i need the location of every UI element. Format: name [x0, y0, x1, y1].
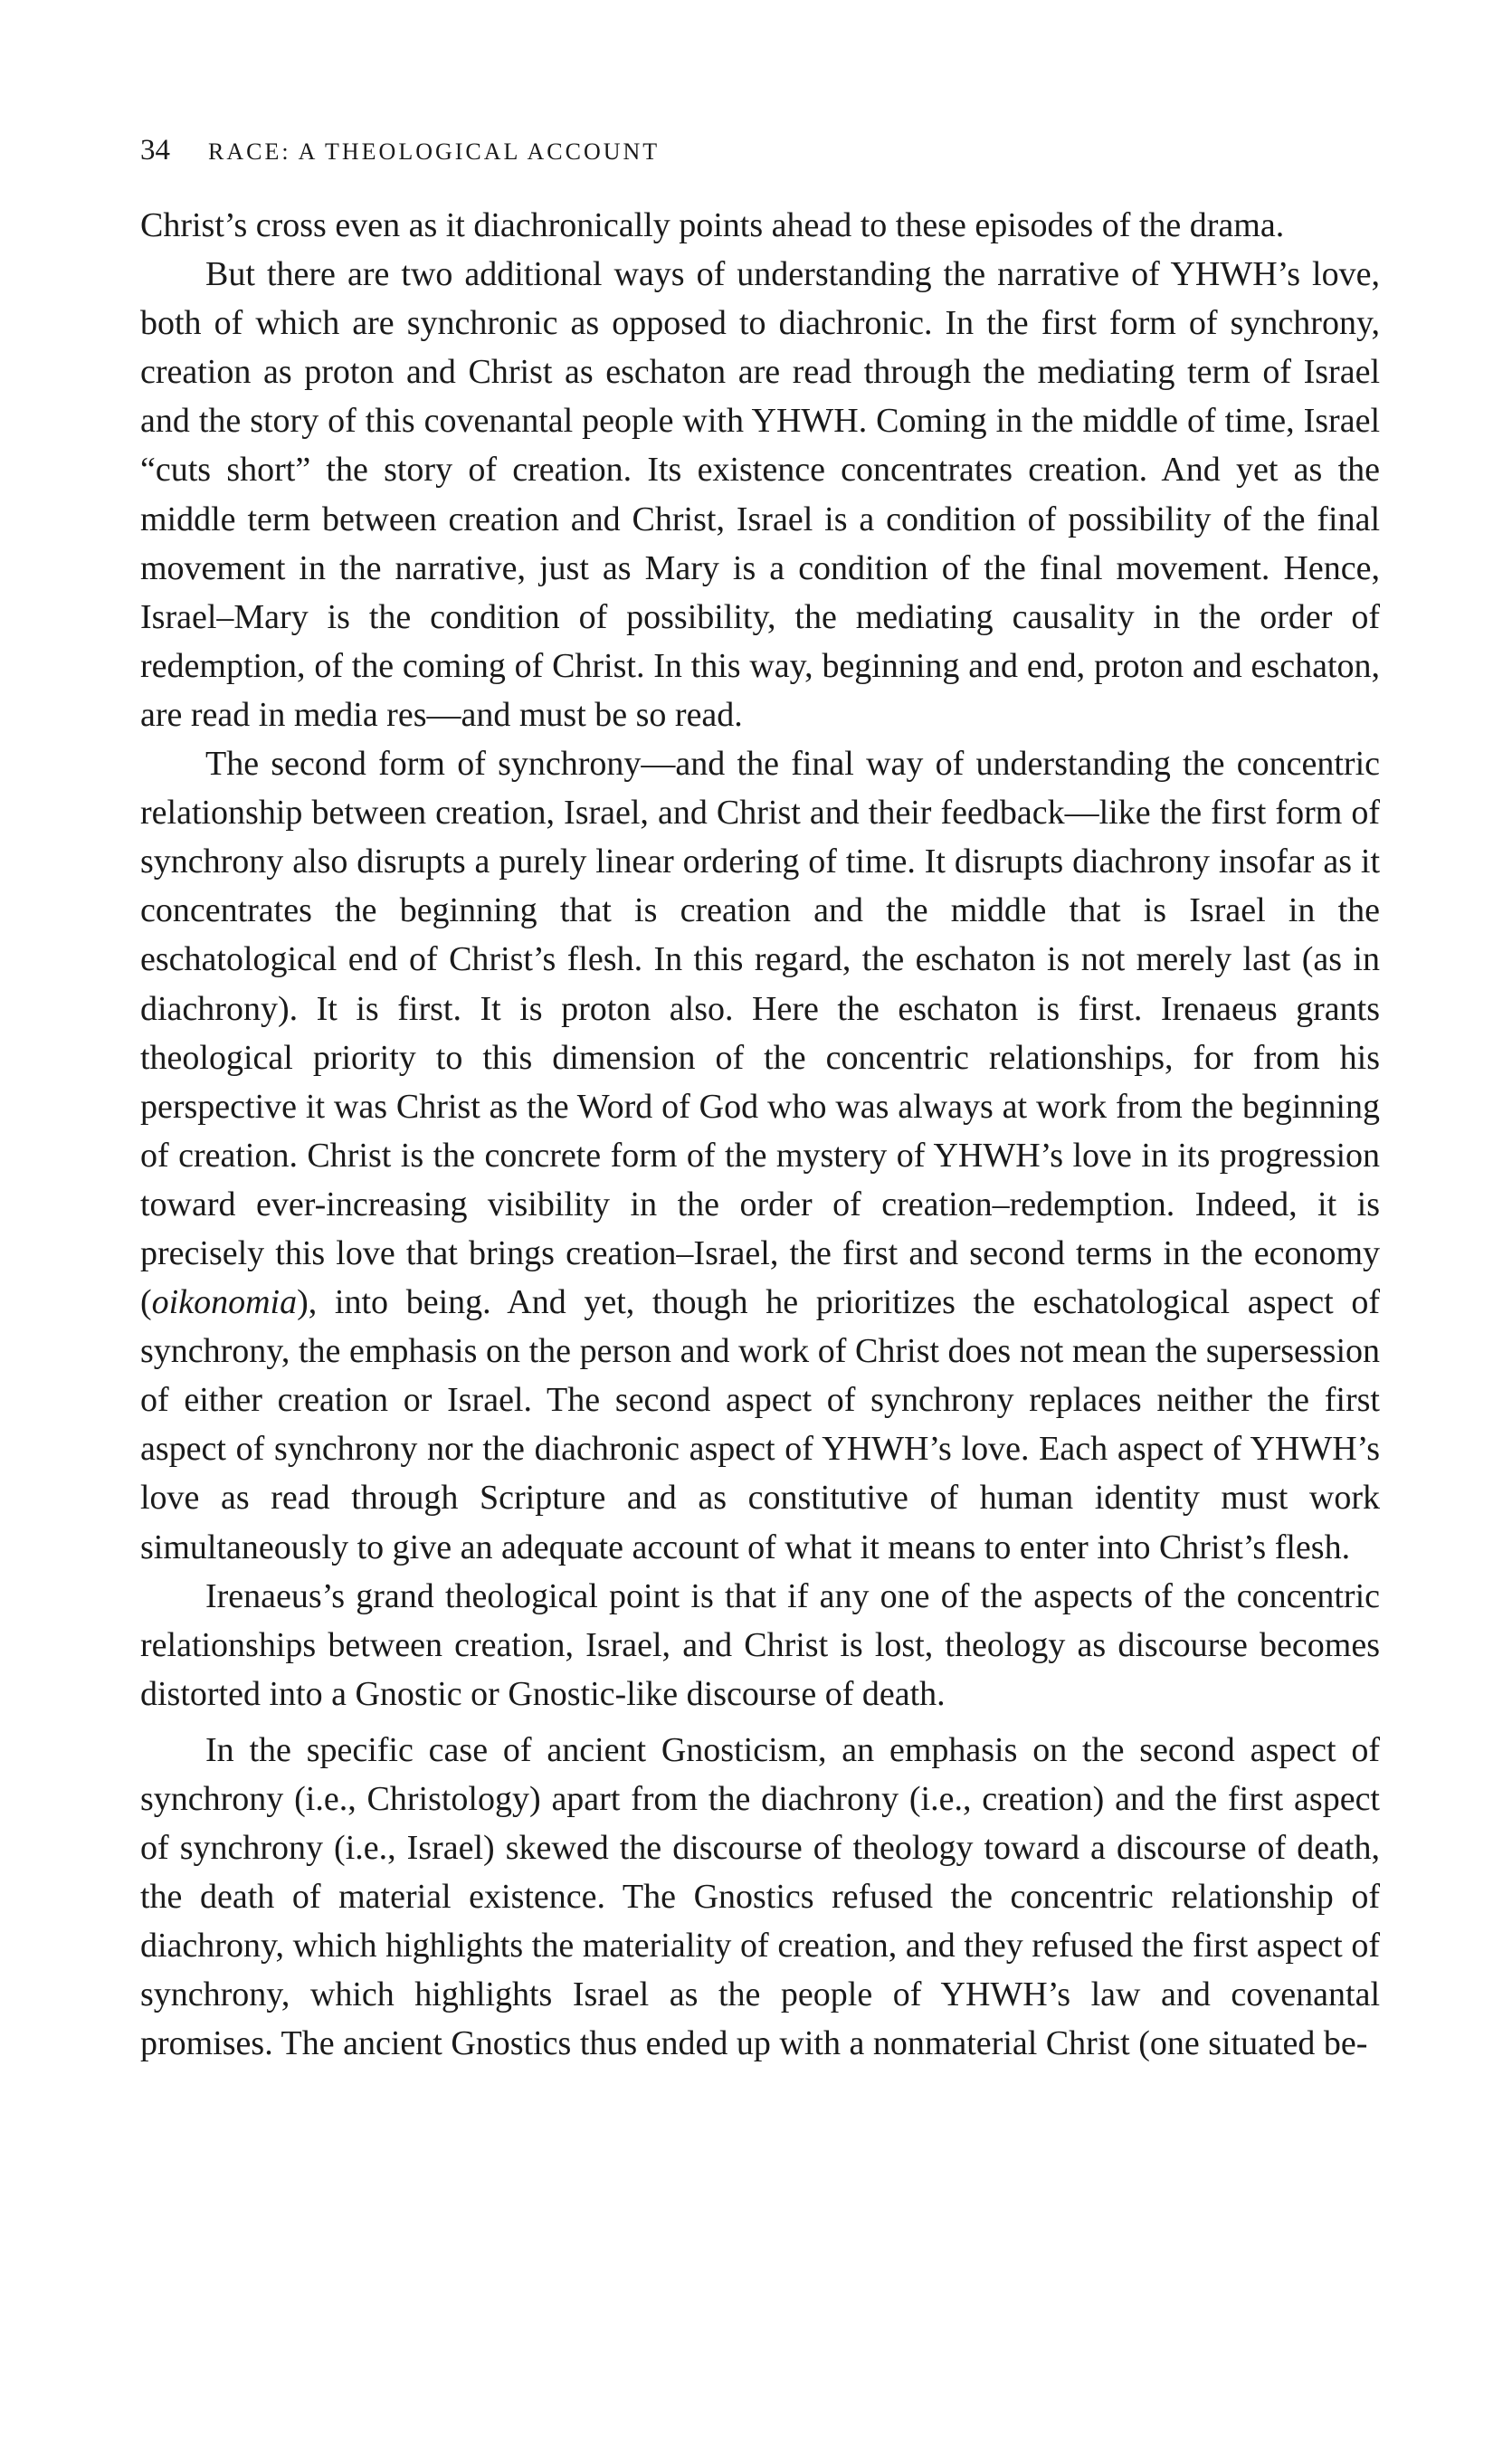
paragraph-3: [140, 739, 1380, 1572]
running-header: [140, 134, 1380, 176]
paragraph-text: The second form of synchrony—and the final way of understanding the concentric relationship between creation, Israel, and Christ and their feedback—like the first form of synchrony also disrupts a purely linear ordering of time. It disrupts diachrony insofar as it concentrates the beginning that is creation and the middle that is Israel in the eschatological end of Christ’s flesh. In this regard, the eschaton is not merely last (as in diachrony). It is first. It is proton also. Here the eschaton is first. Irenaeus grants theological priority to this dimension of the concentric relationships, for from his perspective it was Christ as the Word of God who was always at work from the beginning of creation. Christ is the concrete form of the mystery of YHWH’s love in its progression toward ever-increasing visibility in the order of creation–redemption. Indeed, it is precisely this love that brings creation–Israel, the first and second terms in the economy (: [140, 745, 1380, 1322]
paragraph-text: ), into being. And yet, though he prioritizes the eschatological aspect of synchrony, the emphasis on the person and work of Christ does not mean the supersession of either creation or Israel. The second aspect of synchrony replaces neither the first aspect of synchrony nor the diachronic aspect of YHWH’s love. Each aspect of YHWH’s love as read through Scripture and as constitutive of human identity must work simultaneously to give an adequate account of what it means to enter into Christ’s flesh.: [140, 1283, 1380, 1566]
paragraph-5: [140, 1726, 1380, 2069]
paragraph-2: [140, 250, 1380, 739]
body-text: [140, 201, 1380, 2069]
paragraph-text: In the specific case of ancient Gnosticism, an emphasis on the second aspect of synchrony (i.e., Christology) apart from the diachrony (i.e., creation) and the first aspect of synchrony (i.e., Israel) skewed the discourse of theology toward a discourse of death, the death of material existence. The Gnostics refused the concentric relationship of diachrony, which highlights the materiality of creation, and they refused the first aspect of synchrony, which highlights Israel as the people of YHWH’s law and covenantal promises. The ancient Gnostics thus ended up with a nonmaterial Christ (one situated be-: [140, 1730, 1380, 2063]
paragraph-4: [140, 1572, 1380, 1718]
paragraph-text: But there are two additional ways of understanding the narrative of YHWH’s love, both of which are synchronic as opposed to diachronic. In the first form of synchrony, creation as proton and Christ as eschaton are read through the mediating term of Israel and the story of this covenantal people with YHWH. Coming in the middle of time, Israel “cuts short” the story of creation. Its existence concentrates creation. And yet as the middle term between creation and Christ, Israel is a condition of possibility of the final movement in the narrative, just as Mary is a condition of the final movement. Hence, Israel–Mary is the condition of possibility, the mediating causality in the order of redemption, of the coming of Christ. In this way, beginning and end, proton and eschaton, are read in media res—and must be so read.: [140, 255, 1380, 734]
page-number: 34: [140, 134, 170, 167]
paragraph-text: Irenaeus’s grand theological point is that if any one of the aspects of the concentric relationships between creation, Israel, and Christ is lost, theology as discourse becomes distorted into a Gnostic or Gnostic-like discourse of death.: [140, 1576, 1380, 1713]
paragraph-text: Christ’s cross even as it diachronically points ahead to these episodes of the drama.: [140, 206, 1285, 244]
italic-term: oikonomia: [151, 1283, 298, 1322]
paragraph-1: [140, 201, 1380, 250]
book-page: [140, 134, 1380, 2069]
running-title: RACE: A THEOLOGICAL ACCOUNT: [208, 138, 661, 165]
